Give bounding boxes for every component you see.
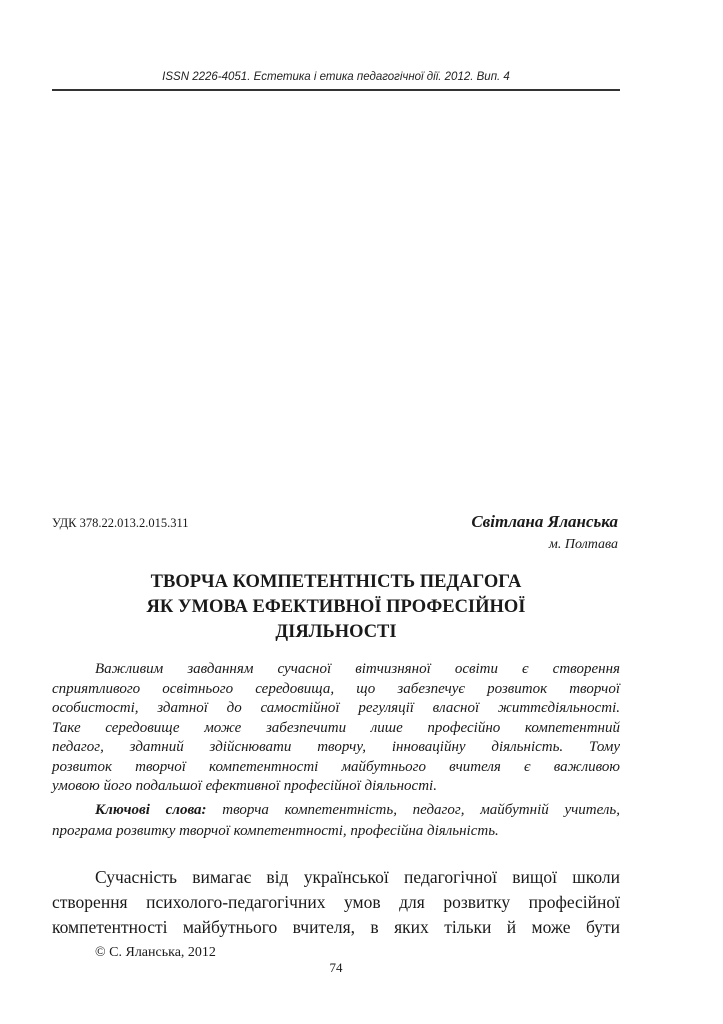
copyright: © С. Яланська, 2012 xyxy=(95,945,216,960)
abstract-line: особистості, здатної до самостійної регуляції власної життєдіяльності. xyxy=(52,700,620,716)
header-rule xyxy=(52,89,620,91)
body-line: Сучасність вимагає від української педагогічної вищої школи xyxy=(95,867,620,887)
abstract-line: Важливим завданням сучасної вітчизняної освіти є створення xyxy=(95,661,620,677)
keywords-label: Ключові слова: xyxy=(95,802,207,818)
body-line: створення психолого-педагогічних умов для розвитку професійної xyxy=(52,892,620,912)
body-line: компетентності майбутнього вчителя, в яких тільки й може бути xyxy=(52,917,620,937)
abstract xyxy=(52,660,620,797)
article-title xyxy=(52,570,620,645)
abstract-line: педагог, здатний здійснювати творчу, інноваційну діяльність. Тому xyxy=(52,739,620,755)
abstract-line: умовою його подальшої ефективної професійної діяльності. xyxy=(52,778,437,794)
keywords-line xyxy=(52,800,620,821)
keywords-text: творча компетентність, педагог, майбутній учитель, xyxy=(222,802,621,818)
author-city: м. Полтава xyxy=(548,537,618,552)
body-text xyxy=(52,865,620,940)
running-header: ISSN 2226-4051. Естетика і етика педагогічної дії. 2012. Вип. 4 xyxy=(162,71,510,83)
keywords-line: програма розвитку творчої компетентності, професійна діяльність. xyxy=(52,823,499,839)
title-line: ТВОРЧА КОМПЕТЕНТНІСТЬ ПЕДАГОГА xyxy=(150,572,522,592)
abstract-line: Таке середовище може забезпечити лише професійно компетентний xyxy=(52,719,620,736)
abstract-line: сприятливого освітнього середовища, що забезпечує розвиток творчої xyxy=(52,680,620,697)
title-line: ДІЯЛЬНОСТІ xyxy=(275,622,397,642)
abstract-line: розвиток творчої компетентності майбутнього вчителя є важливою xyxy=(52,758,620,775)
page-number: 74 xyxy=(329,960,343,975)
title-line: ЯК УМОВА ЕФЕКТИВНОЇ ПРОФЕСІЙНОЇ xyxy=(146,597,526,617)
udk-code: УДК 378.22.013.2.015.311 xyxy=(52,516,189,530)
author-name: Світлана Яланська xyxy=(471,512,618,531)
keywords xyxy=(52,800,620,842)
